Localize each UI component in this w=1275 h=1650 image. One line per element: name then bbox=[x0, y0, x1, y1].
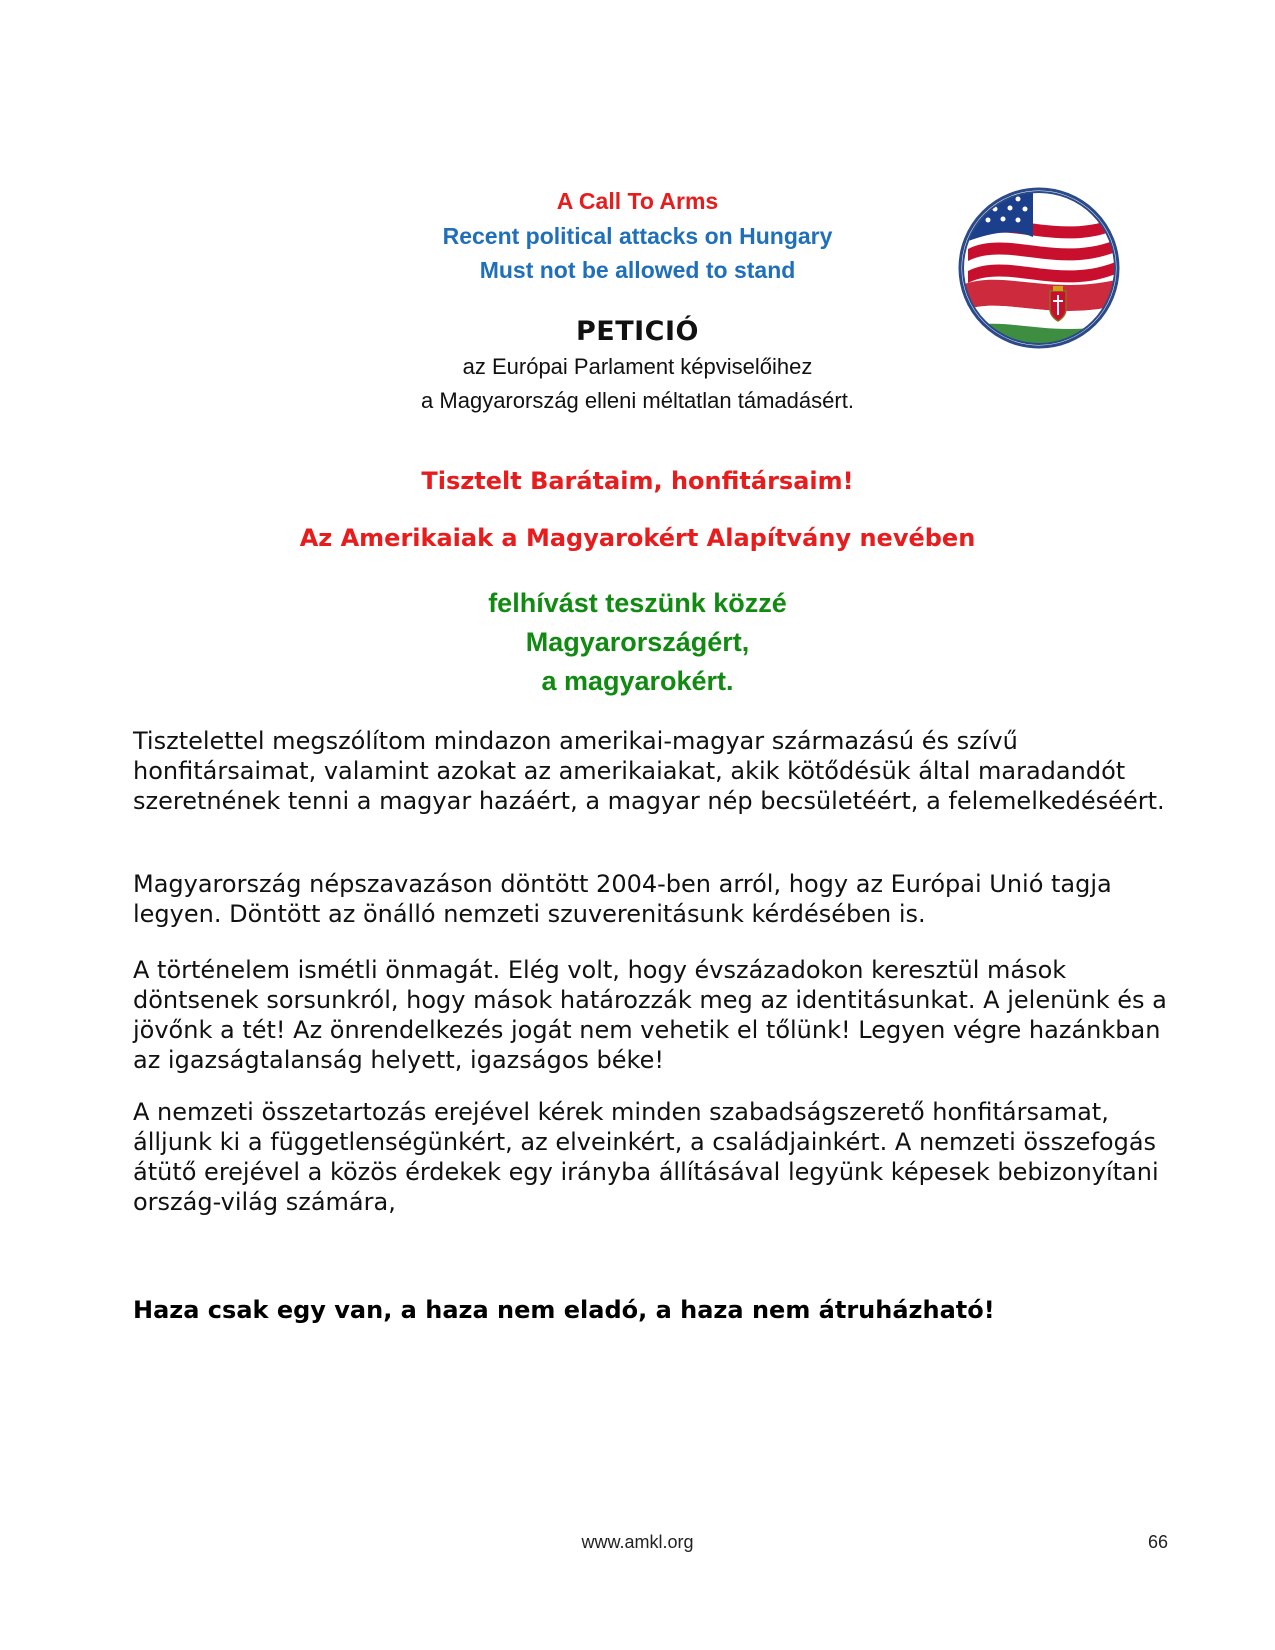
paragraph-1: Tisztelettel megszólítom mindazon amerikai-magyar származású és szívű honfitársaimat, valamint azokat az amerikaiakat, akik kötődésük által maradandót szeretnének tenni a magyar hazáért, a magyar nép becsületéért, a felemelkedéséért. bbox=[133, 727, 1165, 815]
foundation-line: Az Amerikaiak a Magyarokért Alapítvány nevében bbox=[299, 524, 976, 552]
paragraph-4: A nemzeti összetartozás erejével kérek minden szabadságszerető honfitársamat, álljunk ki a függetlenségünkért, az elveinkért, a családjainkért. A nemzeti összefogás átütő erejével a közös érdekek egy irányba állításával legyünk képesek bebizonyítani ország-világ számára, bbox=[133, 1098, 1159, 1216]
header-call-to-arms: A Call To Arms bbox=[556, 188, 719, 214]
greeting: Tisztelt Barátaim, honfitársaim! bbox=[421, 467, 854, 495]
paragraph-3: A történelem ismétli önmagát. Elég volt, hogy évszázadokon keresztül mások döntsenek sorsunkról, hogy mások határozzák meg az identitásunkat. A jelenünk és a jövőnk a tét! Az önrendelkezés jogát nem vehetik el tőlünk! Legyen végre hazánkban az igazságtalanság helyett, igazságos béke! bbox=[133, 956, 1167, 1074]
page-title: PETICIÓ bbox=[575, 316, 699, 347]
paragraph-2: Magyarország népszavazáson döntött 2004-ben arról, hogy az Európai Unió tagja legyen. Döntött az önálló nemzeti szuverenitásunk kérdésében is. bbox=[133, 870, 1112, 928]
subtitle-line-2: a Magyarország elleni méltatlan támadásért. bbox=[421, 388, 854, 413]
subtitle-line-1: az Európai Parlament képviselőihez bbox=[462, 354, 813, 379]
callout-line-3: a magyarokért. bbox=[541, 666, 734, 696]
callout-line-1: felhívást teszünk közzé bbox=[488, 588, 787, 618]
callout-line-2: Magyarországért, bbox=[525, 627, 750, 657]
page-number: 66 bbox=[1148, 1532, 1169, 1552]
footer-url: www.amkl.org bbox=[581, 1532, 694, 1552]
header-must-not-stand: Must not be allowed to stand bbox=[479, 257, 796, 283]
motto: Haza csak egy van, a haza nem eladó, a haza nem átruházható! bbox=[133, 1296, 995, 1324]
header-political-attacks: Recent political attacks on Hungary bbox=[442, 223, 833, 249]
